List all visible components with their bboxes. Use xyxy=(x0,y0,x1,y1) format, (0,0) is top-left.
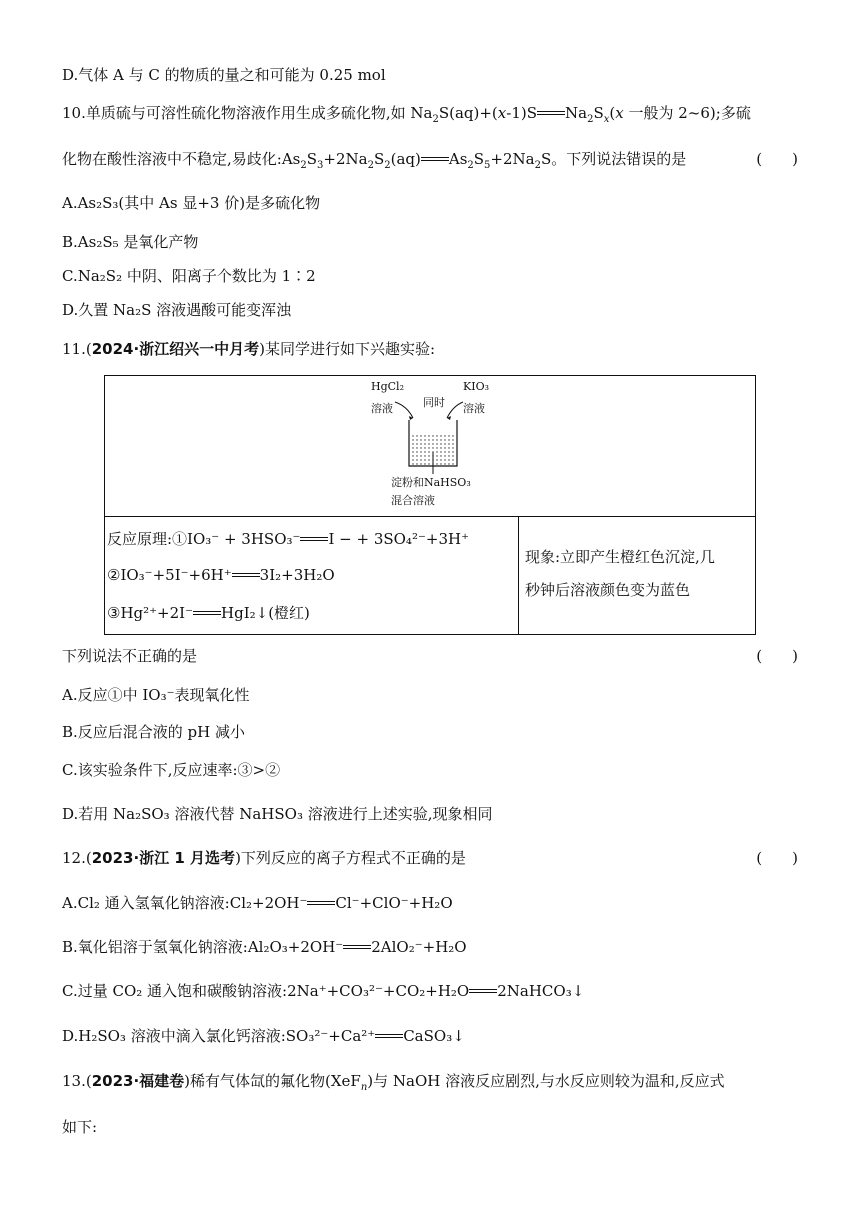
q10-text: (aq) xyxy=(390,150,421,168)
q10-text: S xyxy=(593,104,604,122)
q10-text: ( xyxy=(609,104,616,122)
q12-option-a xyxy=(62,892,453,913)
q13-text: )与 NaOH 溶液反应剧烈,与水反应则较为温和,反应式 xyxy=(367,1072,725,1090)
option-text: B.氧化铝溶于氢氧化钠溶液:Al₂O₃+2OH⁻ xyxy=(62,938,344,956)
answer-paren: ( ) xyxy=(756,849,798,867)
q13-num: 13.( xyxy=(62,1072,92,1090)
q11-source: 2024·浙江绍兴一中月考 xyxy=(91,340,260,358)
phenomenon-text: 秒钟后溶液颜色变为蓝色 xyxy=(525,581,691,599)
q11-option-b: B.反应后混合液的 pH 减小 xyxy=(62,723,246,741)
q12-stem xyxy=(62,847,466,868)
q10-text: S(aq)+( xyxy=(438,104,498,122)
q13-var-n: n xyxy=(360,1082,368,1093)
beaker-figure xyxy=(367,378,507,512)
option-text: C.过量 CO₂ 通入饱和碳酸钠溶液:2Na⁺+CO₃²⁻+CO₂+H₂O xyxy=(62,982,470,1000)
answer-paren: ( ) xyxy=(756,150,798,168)
q10-text: 10.单质硫与可溶性硫化物溶液作用生成多硫化物,如 Na xyxy=(62,104,433,122)
q11-option-a: A.反应①中 IO₃⁻表现氧化性 xyxy=(62,686,250,704)
equals-sign xyxy=(343,944,371,952)
phenomenon-text: 现象:立即产生橙红色沉淀,几 xyxy=(525,548,715,566)
option-text: A.Cl₂ 通入氢氧化钠溶液:Cl₂+2OH⁻ xyxy=(62,894,308,912)
q11-num: 11.( xyxy=(62,340,92,358)
q13-source: 2023·福建卷 xyxy=(91,1072,185,1090)
q13-stem-line2: 如下: xyxy=(62,1118,98,1136)
fig-label-simultaneous: 同时 xyxy=(423,396,445,409)
q11-text: )某同学进行如下兴趣实验: xyxy=(259,340,436,358)
q9-option-d: D.气体 A 与 C 的物质的量之和可能为 0.25 mol xyxy=(62,66,386,84)
q10-text: +2Na xyxy=(490,150,535,168)
fig-label-solution: 溶液 xyxy=(371,402,393,415)
q10-var-x: x xyxy=(615,104,624,122)
reaction-text: ③Hg²⁺+2I⁻ xyxy=(107,604,194,622)
reaction-text: ②IO₃⁻+5I⁻+6H⁺ xyxy=(107,566,232,584)
q10-stem-line2: 化物在酸性溶液中不稳定,易歧化$:As_2S_3+2Na_2S_2(aq)$ $As_2S_5+2Na_2S$。下列说法错误的是 xyxy=(62,150,687,171)
reaction-1 xyxy=(107,528,469,549)
q13-text: )稀有气体氙的氟化物(XeF xyxy=(184,1072,361,1090)
option-text: 2AlO₂⁻+H₂O xyxy=(371,938,467,956)
reaction-text: HgI₂↓(橙红) xyxy=(221,604,310,622)
option-text: D.H₂SO₃ 溶液中滴入氯化钙溶液:SO₃²⁻+Ca²⁺ xyxy=(62,1027,376,1045)
q12-text: )下列反应的离子方程式不正确的是 xyxy=(235,849,466,867)
fig-label-kio3: KIO₃ xyxy=(463,380,489,393)
equals-sign xyxy=(537,110,565,118)
q10-text: -1)S xyxy=(506,104,538,122)
reaction-text: I − + 3SO₄²⁻+3H⁺ xyxy=(328,530,469,548)
equals-sign xyxy=(469,988,497,996)
q11-stem xyxy=(62,338,435,359)
fig-label-solution: 溶液 xyxy=(463,402,485,415)
q12-option-b xyxy=(62,936,467,957)
q12-option-c xyxy=(62,980,584,1001)
q11-option-c: C.该实验条件下,反应速率:③>② xyxy=(62,761,281,779)
q10-option-a: A.As₂S₃(其中 As 显+3 价)是多硫化物 xyxy=(62,194,321,212)
option-text: 2NaHCO₃↓ xyxy=(497,982,585,1000)
reaction-2 xyxy=(107,566,335,584)
reaction-3 xyxy=(107,602,310,623)
equals-sign xyxy=(307,900,335,908)
q11-option-d: D.若用 Na₂SO₃ 溶液代替 NaHSO₃ 溶液进行上述实验,现象相同 xyxy=(62,805,493,823)
fig-label-hgcl2: HgCl₂ xyxy=(371,380,404,393)
q10-option-b: B.As₂S₅ 是氧化产物 xyxy=(62,233,199,251)
equals-sign xyxy=(375,1033,403,1041)
q10-text: +2Na xyxy=(323,150,368,168)
q12-source: 2023·浙江 1 月选考 xyxy=(91,849,236,867)
experiment-table xyxy=(104,375,756,635)
q10-text: S xyxy=(373,150,385,168)
q13-stem xyxy=(62,1070,725,1091)
q10-text: S。下列说法错误的是 xyxy=(540,150,687,168)
q10-option-d: D.久置 Na₂S 溶液遇酸可能变浑浊 xyxy=(62,301,292,319)
q10-text: As xyxy=(448,150,468,168)
q12-option-d xyxy=(62,1025,465,1046)
equals-sign xyxy=(232,572,260,580)
fig-label-mixture: 淀粉和NaHSO₃ xyxy=(391,476,471,489)
equals-sign xyxy=(300,536,328,544)
q10-text: 一般为 2~6);多硫 xyxy=(623,104,751,122)
reaction-text: 3I₂+3H₂O xyxy=(259,566,335,584)
q10-text: 化物在酸性溶液中不稳定,易歧化:As xyxy=(62,150,301,168)
q10-stem-line1: 10.单质硫与可溶性硫化物溶液作用生成多硫化物,如 $Na_2S(aq)+(x-1)S$ $Na_2S_x(x$ 一般为 2~6);多硫 xyxy=(62,104,751,125)
q10-text: S xyxy=(473,150,485,168)
table-divider xyxy=(518,516,519,634)
q10-option-c: C.Na₂S₂ 中阴、阳离子个数比为 1∶2 xyxy=(62,267,316,285)
fig-label-mixture: 混合溶液 xyxy=(391,494,435,507)
q10-text: S xyxy=(306,150,318,168)
q11-question: 下列说法不正确的是 xyxy=(62,647,198,665)
reaction-text: 反应原理:①IO₃⁻ + 3HSO₃⁻ xyxy=(107,530,301,548)
q12-num: 12.( xyxy=(62,849,92,867)
table-divider xyxy=(105,516,755,517)
answer-paren: ( ) xyxy=(756,647,798,665)
q10-text: Na xyxy=(565,104,588,122)
q10-var-x: x xyxy=(497,104,507,122)
beaker-icon xyxy=(367,378,507,512)
option-text: CaSO₃↓ xyxy=(403,1027,465,1045)
equals-sign xyxy=(421,156,449,164)
equals-sign xyxy=(193,610,221,618)
option-text: Cl⁻+ClO⁻+H₂O xyxy=(335,894,453,912)
